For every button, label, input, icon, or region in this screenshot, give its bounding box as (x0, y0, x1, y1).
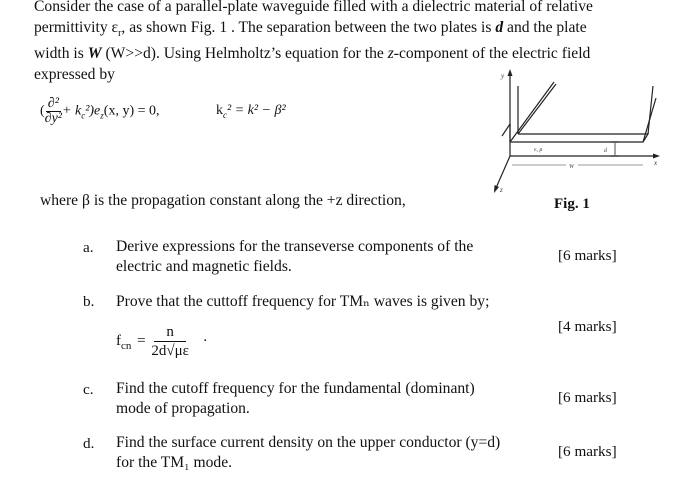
helmholtz-equation (40, 97, 160, 126)
question-c-line-1: Find the cutoff frequency for the fundamental (dominant) (116, 380, 475, 397)
question-d-text (116, 433, 546, 473)
z-axis-arrow (494, 185, 499, 193)
intro-line-1: Consider the case of a parallel-plate waveguide filled with a dielectric material of relative (34, 0, 593, 15)
y-axis-arrow (508, 69, 513, 76)
question-d-line-1: Find the surface current density on the upper conductor (y=d) (116, 434, 501, 451)
intro-line-3b: (W>>d). Using Helmholtz’s equation for the (101, 45, 388, 63)
label-y: y (501, 72, 505, 80)
question-d-letter: d. (83, 435, 95, 452)
eq-ez-sub: z (100, 110, 104, 121)
kc-eq-rest: ² = k² − β² (227, 103, 286, 118)
intro-d-symbol: d (495, 18, 504, 36)
lower-plate (510, 134, 648, 142)
intro-z-symbol: z (387, 45, 394, 63)
question-b-marks: [4 marks] (558, 318, 617, 335)
formula-fraction (151, 323, 189, 360)
question-d-line-2: for the TM₁ mode. (116, 454, 233, 471)
figure-caption: Fig. 1 (554, 196, 590, 212)
question-a-marks: [6 marks] (558, 247, 617, 264)
question-a-letter: a. (83, 239, 94, 256)
eq-frac-den: ∂y² (44, 111, 63, 126)
intro-W-symbol: W (87, 45, 102, 63)
eq-fraction (45, 97, 62, 126)
formula-lhs: f (116, 332, 121, 349)
label-eps-mu: ε, μ (534, 147, 543, 153)
intro-eps-sub: r (118, 27, 122, 39)
eq-frac-num: ∂² (47, 96, 59, 111)
formula-dot: · (202, 332, 208, 349)
kc-eq-k: k (216, 103, 223, 118)
kc-eq-sub: c (223, 109, 227, 120)
question-c-marks: [6 marks] (558, 389, 617, 406)
formula-den-root: √με (166, 343, 189, 359)
formula-num: n (154, 323, 186, 342)
intro-line-3a: width is (34, 45, 88, 63)
question-b-letter: b. (83, 293, 95, 310)
intro-line-3c: -component of the electric field (393, 45, 591, 63)
label-d: d (604, 148, 607, 154)
eq-rest: (x, y) = 0, (103, 103, 160, 119)
x-axis-arrow (653, 154, 660, 159)
formula-lhs-sub: cn (121, 339, 132, 352)
plate-edge-4 (643, 98, 656, 142)
cutoff-formula (116, 323, 208, 360)
formula-den-a: 2d (151, 343, 167, 359)
question-d-marks: [6 marks] (558, 443, 617, 460)
eq-lparen: ( (40, 103, 45, 119)
plate-edge-2 (510, 82, 554, 142)
question-c-text (116, 379, 538, 419)
question-b-text: Prove that the cuttoff frequency for TMₙ waves is given by; (116, 293, 490, 310)
eq-after-k: ²)e (85, 103, 101, 119)
waveguide-figure (488, 64, 668, 198)
question-a-line-1: Derive expressions for the transeverse components of the (116, 238, 474, 255)
intro-line-2b: , as shown Fig. 1 . The separation between the two plates is (121, 18, 496, 36)
label-z: z (500, 186, 503, 194)
formula-eq: = (137, 332, 146, 349)
eq-kc-sub: c (81, 110, 86, 121)
kc-equation (216, 103, 286, 120)
intro-line-2a: permittivity ε (34, 18, 119, 36)
z-axis (496, 156, 510, 188)
eq-middle: + k (62, 103, 82, 119)
label-x: x (654, 159, 658, 167)
question-a-line-2: electric and magnetic fields. (116, 258, 292, 275)
where-text: where β is the propagation constant along the +z direction, (40, 192, 406, 209)
label-w: W (569, 164, 574, 170)
intro-line-4: expressed by (34, 65, 115, 83)
question-c-line-2: mode of propagation. (116, 400, 250, 417)
intro-line-2c: and the plate (503, 18, 587, 36)
formula-den (151, 342, 189, 360)
question-a-text (116, 237, 538, 277)
question-c-letter: c. (83, 381, 94, 398)
plate-edge-1 (518, 84, 556, 134)
